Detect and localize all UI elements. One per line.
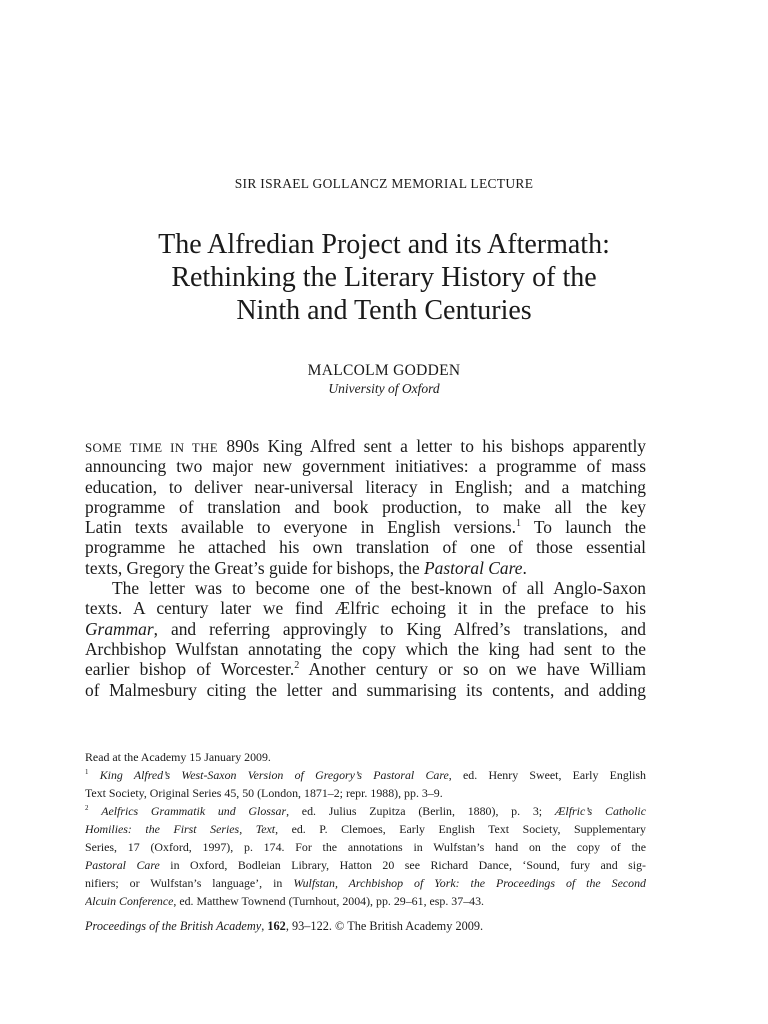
italic-text: Homilies: the First Series, Text — [85, 822, 276, 836]
volume-number: 162 — [267, 919, 286, 933]
footnotes — [85, 748, 646, 910]
paper-title — [60, 228, 708, 327]
text-run: programme of translation and book production, to make all the key — [85, 496, 646, 517]
body-line — [85, 477, 646, 497]
footnote-line — [85, 766, 646, 784]
footnote-line — [85, 820, 646, 838]
body-line — [85, 558, 646, 578]
footnote-marker: 2 — [294, 660, 300, 672]
text-run — [88, 768, 99, 782]
text-run — [88, 804, 101, 818]
text-run: Another century or so on we have William — [299, 659, 646, 680]
text-run: programme he attached his own translation of one of those essential — [85, 537, 646, 558]
text-run: nifiers; or Wulfstan’s language’, in — [85, 876, 294, 890]
text-run: in Oxford, Bodleian Library, Hatton 20 see Richard Dance, ‘Sound, fury and sig- — [159, 858, 646, 872]
citation-footer: Proceedings of the British Academy, 162, 93–122. © The British Academy 2009. — [85, 919, 484, 933]
title-line: Ninth and Tenth Centuries — [236, 295, 532, 326]
text-run: Latin texts available to everyone in English versions. — [85, 517, 516, 538]
body-line — [85, 639, 646, 659]
body-line — [85, 598, 646, 618]
footnote-line — [85, 784, 646, 802]
footnote-marker: 2 — [85, 805, 89, 813]
author-name: MALCOLM GODDEN — [307, 362, 461, 379]
text-run: 890s King Alfred sent a letter to his bishops apparently — [217, 436, 646, 456]
citation-rest: , 93–122. © The British Academy 2009. — [285, 919, 484, 933]
footnote-marker: 1 — [515, 518, 521, 530]
body-line — [85, 619, 646, 639]
footnote-line — [85, 874, 646, 892]
text-run: Series, 17 (Oxford, 1997), p. 174. For the annotations in Wulfstan’s hand on the copy of the — [85, 840, 646, 854]
text-run: Read at the Academy 15 January 2009. — [85, 750, 271, 764]
text-run: Text Society, Original Series 45, 50 (London, 1871–2; repr. 1988), pp. 3–9. — [85, 786, 443, 800]
footnote-line — [85, 748, 646, 766]
text-run: , ed. Julius Zupitza (Berlin, 1880), p. 3; — [286, 804, 555, 818]
italic-text: King Alfred’s West-Saxon Version of Gregory’s Pastoral Care — [99, 768, 449, 782]
italic-text: Ælfric’s Catholic — [554, 804, 646, 818]
italic-text: Grammar — [85, 618, 154, 639]
body-line — [85, 659, 646, 679]
small-caps-text: SOME TIME IN THE — [85, 441, 218, 455]
text-run: texts. A century later we find Ælfric echoing it in the preface to his — [85, 598, 646, 619]
body-line — [85, 578, 646, 598]
text-run: The letter was to become one of the best-known of all Anglo-Saxon — [112, 578, 646, 599]
body-text — [85, 436, 646, 700]
text-run: , ed. P. Clemoes, Early English Text Society, Supplementary — [275, 822, 646, 836]
text-run: , and referring approvingly to King Alfred’s translations, and — [153, 618, 646, 639]
body-line — [85, 497, 646, 517]
footnote-marker: 1 — [85, 769, 89, 777]
body-line — [85, 680, 646, 700]
text-run: Archbishop Wulfstan annotating the copy which the king had sent to the — [85, 638, 646, 659]
body-line — [85, 537, 646, 557]
journal-name: Proceedings of the British Academy — [85, 919, 262, 933]
italic-text: Wulfstan, Archbishop of York: the Proceedings of the Second — [293, 876, 646, 890]
footnote-line — [85, 838, 646, 856]
italic-text: Pastoral Care — [85, 858, 160, 872]
author-affiliation: University of Oxford — [328, 381, 440, 396]
text-run: announcing two major new government initiatives: a programme of mass — [85, 456, 646, 477]
text-run: , ed. Henry Sweet, Early English — [448, 768, 646, 782]
text-run: . — [522, 557, 527, 578]
text-run: education, to deliver near-universal literacy in English; and a matching — [85, 476, 646, 497]
body-line — [85, 517, 646, 537]
footnote-line — [85, 892, 646, 910]
italic-text: Aelfrics Grammatik und Glossar — [101, 804, 287, 818]
text-run: texts, Gregory the Great’s guide for bishops, the — [85, 557, 425, 578]
text-run: earlier bishop of Worcester. — [85, 659, 295, 680]
text-run: , ed. Matthew Townend (Turnhout, 2004), pp. 29–61, esp. 37–43. — [173, 894, 485, 908]
title-line: The Alfredian Project and its Aftermath: — [158, 229, 610, 260]
title-line: Rethinking the Literary History of the — [171, 262, 597, 293]
text-run: of Malmesbury citing the letter and summarising its contents, and adding — [85, 679, 646, 700]
italic-text: Alcuin Conference — [85, 894, 174, 908]
lecture-series-heading: SIR ISRAEL GOLLANCZ MEMORIAL LECTURE — [234, 176, 534, 191]
footnote-line — [85, 802, 646, 820]
italic-text: Pastoral Care — [424, 557, 523, 578]
text-run: To launch the — [521, 517, 646, 538]
body-line — [85, 436, 646, 456]
body-line — [85, 456, 646, 476]
footnote-line — [85, 856, 646, 874]
